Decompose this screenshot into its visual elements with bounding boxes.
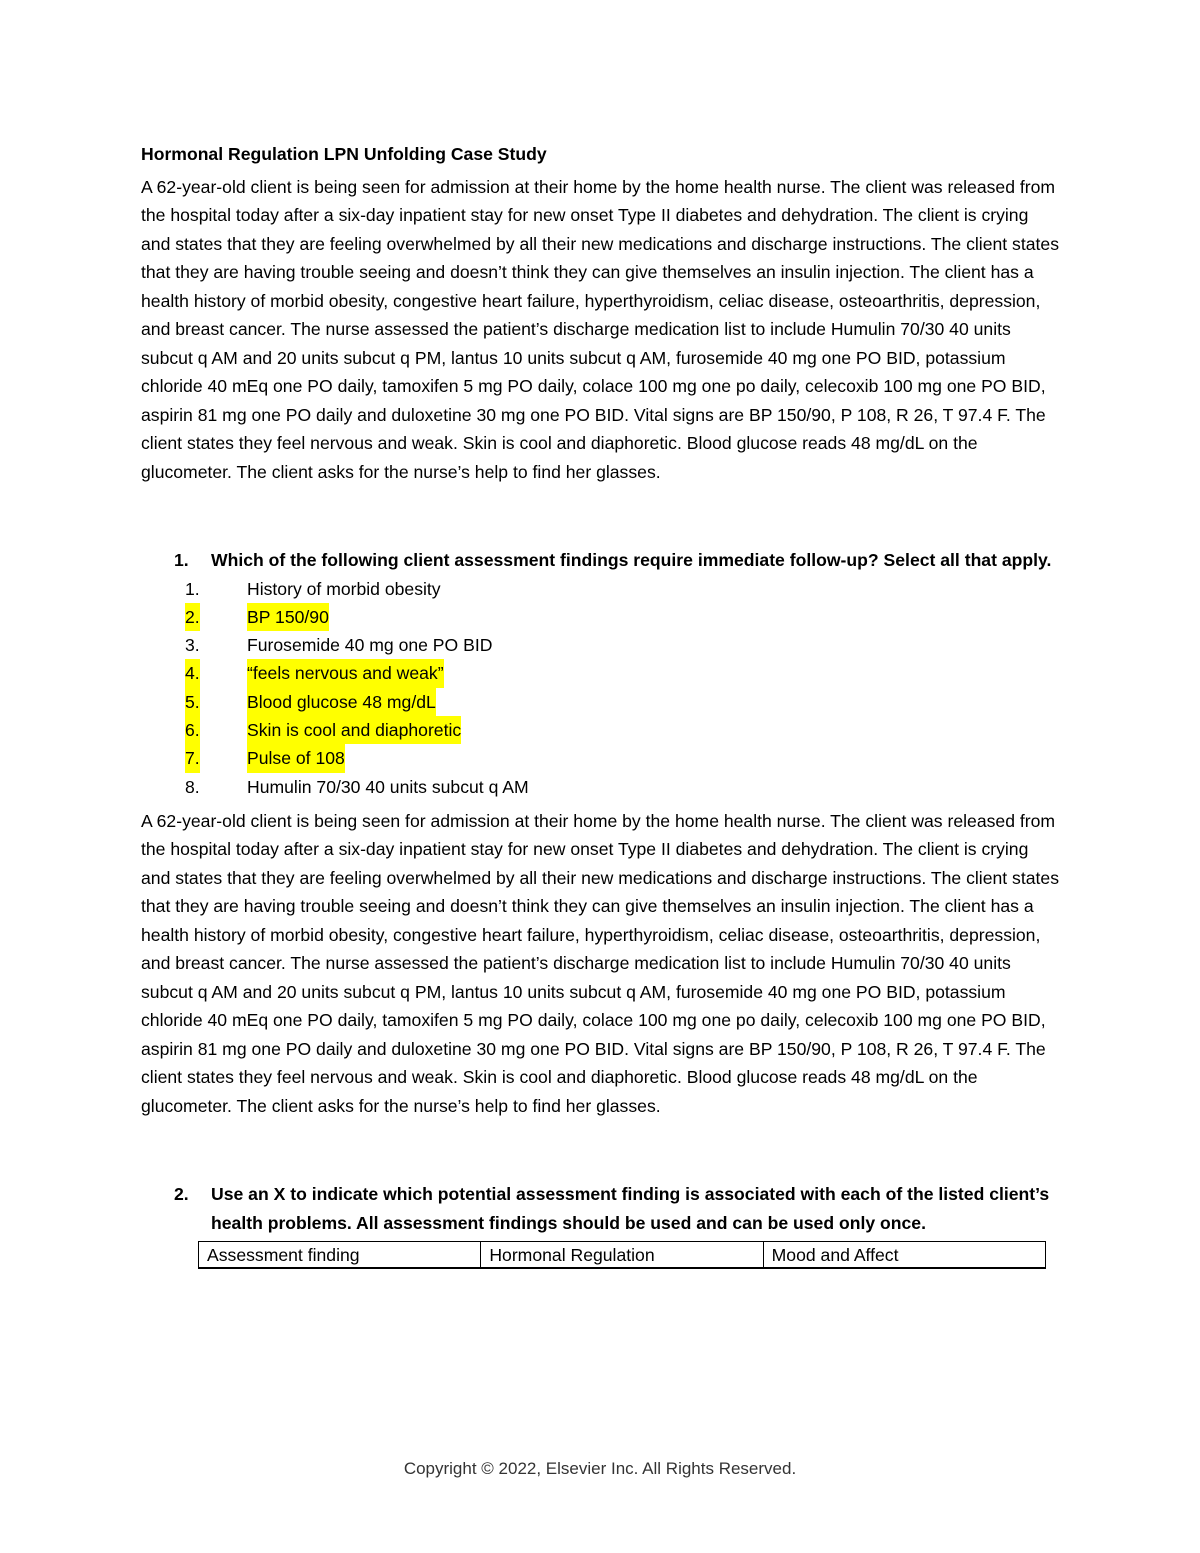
- option-3: [185, 631, 1061, 659]
- option-8: [185, 773, 1061, 801]
- option-5: [185, 688, 1061, 716]
- document-title: Hormonal Regulation LPN Unfolding Case Study: [141, 144, 547, 164]
- column-header-assessment-finding: Assessment finding: [199, 1242, 481, 1269]
- question-2-number: 2.: [174, 1184, 189, 1205]
- option-text: Skin is cool and diaphoretic: [247, 716, 461, 745]
- case-paragraph-2: A 62-year-old client is being seen for admission at their home by the home health nurse. The client was released from the hospital today after a six-day inpatient stay for new onset Type II diabetes and dehydration. The client is crying and states that they are feeling overwhelmed by all their new medications and discharge instructions. The client states that they are having trouble seeing and doesn’t think they can give themselves an insulin injection. The client has a health history of morbid obesity, congestive heart failure, hyperthyroidism, celiac disease, osteoarthritis, depression, and breast cancer. The nurse assessed the patient’s discharge medication list to include Humulin 70/30 40 units subcut q AM and 20 units subcut q PM, lantus 10 units subcut q AM, furosemide 40 mg one PO BID, potassium chloride 40 mEq one PO daily, tamoxifen 5 mg PO daily, colace 100 mg one po daily, celecoxib 100 mg one PO BID, aspirin 81 mg one PO daily and duloxetine 30 mg one PO BID. Vital signs are BP 150/90, P 108, R 26, T 97.4 F. The client states they feel nervous and weak. Skin is cool and diaphoretic. Blood glucose reads 48 mg/dL on the glucometer. The client asks for the nurse’s help to find her glasses.: [141, 810, 1059, 1116]
- option-number: 6.: [185, 716, 200, 745]
- option-text: “feels nervous and weak”: [247, 659, 444, 688]
- option-text: Humulin 70/30 40 units subcut q AM: [247, 776, 529, 797]
- question-1: [141, 546, 1061, 575]
- option-text: Blood glucose 48 mg/dL: [247, 688, 436, 717]
- option-1: [185, 575, 1061, 603]
- option-4: [185, 659, 1061, 687]
- option-number: 1.: [185, 578, 200, 599]
- option-text: Furosemide 40 mg one PO BID: [247, 635, 493, 656]
- option-number: 8.: [185, 776, 200, 797]
- document-body: [141, 140, 1061, 1269]
- option-number: 3.: [185, 635, 200, 656]
- table-header-row: [199, 1242, 1046, 1269]
- option-6: [185, 716, 1061, 744]
- option-number: 7.: [185, 744, 200, 773]
- option-2: [185, 603, 1061, 631]
- option-text: Pulse of 108: [247, 744, 345, 773]
- option-number: 4.: [185, 659, 200, 688]
- option-number: 5.: [185, 688, 200, 717]
- copyright-footer: Copyright © 2022, Elsevier Inc. All Rights Reserved.: [403, 1459, 797, 1478]
- question-2-text: Use an X to indicate which potential assessment finding is associated with each of the listed client’s health problems. All assessment findings should be used and can be used only once.: [211, 1184, 1050, 1233]
- option-text: History of morbid obesity: [247, 578, 441, 599]
- option-7: [185, 744, 1061, 772]
- question-2: [141, 1180, 1061, 1237]
- column-header-hormonal-regulation: Hormonal Regulation: [481, 1242, 763, 1269]
- option-number: 2.: [185, 603, 200, 632]
- findings-table: [198, 1241, 1046, 1269]
- findings-table-wrapper: [198, 1241, 1046, 1269]
- question-1-number: 1.: [174, 550, 189, 570]
- question-1-options: [141, 575, 1061, 801]
- option-text: BP 150/90: [247, 603, 329, 632]
- question-1-text: Which of the following client assessment findings require immediate follow-up? Select all that apply.: [211, 550, 1052, 570]
- case-paragraph-1: A 62-year-old client is being seen for admission at their home by the home health nurse. The client was released from the hospital today after a six-day inpatient stay for new onset Type II diabetes and dehydration. The client is crying and states that they are feeling overwhelmed by all their new medications and discharge instructions. The client states that they are having trouble seeing and doesn’t think they can give themselves an insulin injection. The client has a health history of morbid obesity, congestive heart failure, hyperthyroidism, celiac disease, osteoarthritis, depression, and breast cancer. The nurse assessed the patient’s discharge medication list to include Humulin 70/30 40 units subcut q AM and 20 units subcut q PM, lantus 10 units subcut q AM, furosemide 40 mg one PO BID, potassium chloride 40 mEq one PO daily, tamoxifen 5 mg PO daily, colace 100 mg one po daily, celecoxib 100 mg one PO BID, aspirin 81 mg one PO daily and duloxetine 30 mg one PO BID. Vital signs are BP 150/90, P 108, R 26, T 97.4 F. The client states they feel nervous and weak. Skin is cool and diaphoretic. Blood glucose reads 48 mg/dL on the glucometer. The client asks for the nurse’s help to find her glasses.: [141, 176, 1059, 482]
- column-header-mood-and-affect: Mood and Affect: [763, 1242, 1045, 1269]
